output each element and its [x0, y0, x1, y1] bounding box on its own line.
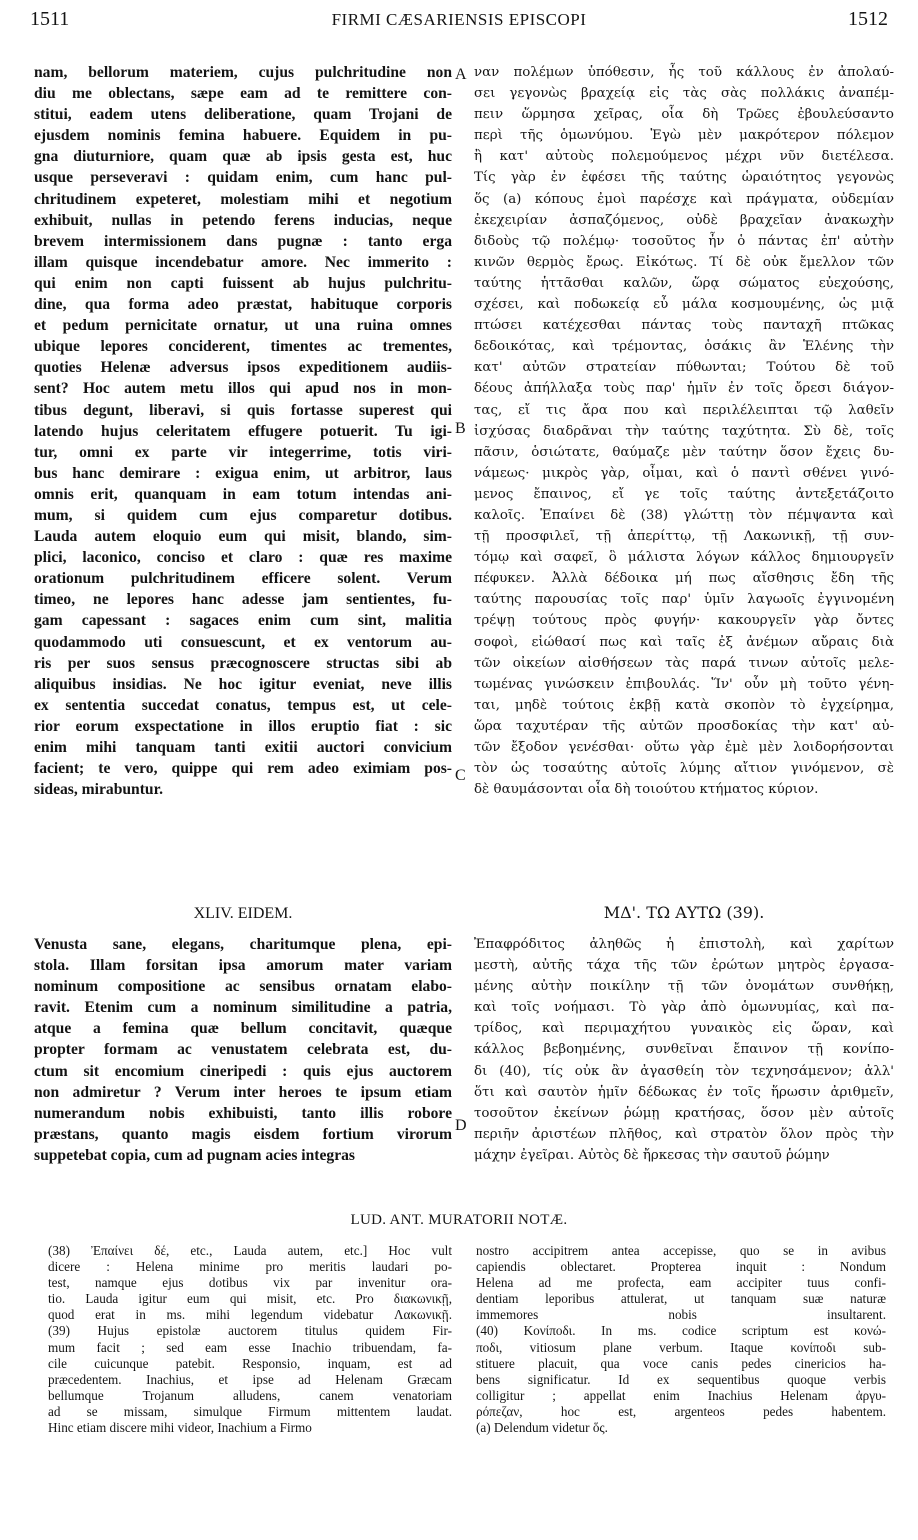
text-line: plici, laconico, conciso et claro : quæ res maxime [34, 549, 452, 567]
text-line: ravit. Etenim cum a nominum similitudine a patria, [34, 999, 452, 1017]
text-line: τρέψῃ τούτους πρὸς φυγήν· κακουργεῖν γὰρ ὄντες [474, 613, 894, 629]
text-line: Ἐπαφρόδιτος ἀληθῶς ἡ ἐπιστολὴ, καὶ χαρίτων [474, 937, 894, 952]
text-line: nominum compositione ac sensibus ornatam elabo- [34, 978, 452, 996]
text-line: mum, si quidem cum ejus comparetur dotibus. [34, 506, 452, 524]
text-line: orationum pulchritudinem efficere solent. Verum [34, 570, 452, 588]
text-line: ρόπεζαν, hoc est, argenteos pedes habentem. [476, 1403, 886, 1419]
text-line: timeo, ne lepores hanc adesse jam sentientes, fu- [34, 591, 452, 609]
margin-marker-a: A [455, 66, 467, 83]
text-line: sent? Hoc autem metu illos qui apud nos in mon- [34, 380, 452, 398]
text-line: ποδι, vitiosum plane verbum. Itaque κονίποδι sub- [476, 1339, 886, 1355]
text-line: καλοῖς. Ἐπαίνει δὲ (38) γλώττῃ τὸν πέμψαντα καὶ [474, 507, 894, 523]
margin-marker-c: C [455, 767, 466, 784]
text-line: ὅς (a) κόπους ἐμοὶ παρέσχε καὶ πράγματα, οὐδεμίαν [474, 191, 894, 207]
text-line: præstans, quanto magis eisdem fortium virorum [34, 1125, 452, 1143]
text-line: (40) Κονίποδι. In ms. codice scriptum est κονώ- [476, 1323, 886, 1339]
latin-letter-2 [34, 934, 452, 1174]
text-line: ejusdem nominis femina habuere. Equidem in pu- [34, 127, 452, 145]
text-line: brevem intermissionem dans pugnæ : tanto erga [34, 232, 452, 250]
text-line: chritudinem expeteret, molestiam mihi et negotium [34, 190, 452, 208]
text-line: facient; te vero, quippe qui rem adeo eximiam pos- [34, 760, 452, 778]
text-line: καὶ τοῖς νοήμασι. Τὸ γὰρ ἀπὸ ὁμωνυμίας, καὶ πα- [474, 1000, 894, 1016]
text-line: omnis erit, quanquam in eam totum intendas ani- [34, 485, 452, 503]
text-line: ctum sit encomium cineripedi : quis ejus auctorem [34, 1062, 452, 1080]
text-line: test, namque ejus dotibus vix par invenitur ora- [48, 1275, 452, 1291]
text-line: gam capessant : sagaces enim cum sint, malitia [34, 612, 452, 630]
text-line: ubique lepores conciderent, timentes ac trementes, [34, 338, 452, 356]
text-line: τῇ προσφιλεῖ, τῇ ἀπερίττῳ, τῇ Λακωνικῇ, τῇ συν- [474, 529, 894, 545]
text-line: stituere placuit, qua voce canis pedes cinericios ha- [476, 1355, 886, 1371]
text-line: τας, εἴ τις ἄρα που καὶ περιλέλειπται τῷ λαθεῖν [474, 402, 894, 418]
text-line: περιῆν ἀριστέων πλῆθος, καὶ στρατὸν ὅλον πρὸς τὴν [474, 1126, 894, 1142]
text-line: suppetebat copia, cum ad pugnam acies integras [34, 1146, 355, 1164]
text-line: Hinc etiam discere mihi videor, Inachium a Firmo [48, 1420, 312, 1436]
text-line: πέφυκεν. Ἀλλὰ δέδοικα μή πως αἴσθησις ἔδη τῆς [474, 571, 894, 587]
text-line: nam, bellorum materiem, cujus pulchritudine non [34, 64, 452, 81]
text-line: ὅτι καὶ σαυτὸν ἡμῖν δέδωκας ἐν τοῖς ἥρωσιν ἀριθμεῖν, [474, 1084, 894, 1100]
text-line: κινῶν θερμὸς ἔρως. Εἰκότως. Τί δὲ οὐκ ἔμελλον τῶν [474, 254, 894, 270]
text-line: colligitur ; appellat enim Inachius Helenam ἀργυ- [476, 1387, 886, 1403]
text-line: ex sententia succedat conatus, tempus est, ut cele- [34, 696, 452, 714]
text-line: σοφοὶ, εἰώθασί πως καὶ ταῖς ἐξ ἀνέμων αὔραις διὰ [474, 634, 894, 650]
text-line: μένης αὐτὴν ποικίλην τῇ τῶν ὀνομάτων συνθήκῃ, [474, 979, 894, 995]
text-line: cile cuicunque patebit. Responsio, inquam, est ad [48, 1355, 452, 1371]
text-line: ἰσχύσας διαδρᾶναι τὴν ταύτης ταχύτητα. Σὺ δὲ, τοῖς [474, 423, 894, 439]
text-line: tibus degunt, liberavi, si quis fortasse superest qui [34, 401, 452, 419]
text-line: τρίδος, καὶ περιμαχήτου γυναικὸς εἰς ὥραν, καὶ [474, 1021, 894, 1037]
text-line: diu me oblectans, sæpe eam ad te remittere con- [34, 85, 452, 103]
text-line: δέους ἀπήλλαξα τοὺς παρ' ἡμῖν ἐν τοῖς ὄρεσι διάγον- [474, 381, 894, 397]
text-line: non admiretur ? Verum inter heroes te ipsum etiam [34, 1083, 452, 1101]
text-line: bellumque Trojanum alludens, canem venatoriam [48, 1387, 452, 1403]
text-line: quod erat in ms. mihi legendum videbatur Λακωνικῇ. [48, 1307, 452, 1323]
margin-marker-b: B [455, 420, 466, 437]
text-line: πειν ὥρμησα χεῖρας, οἷα δὴ Τρῶες ἐβουλεύσαντο [474, 107, 894, 123]
text-line: gna diuturniore, quam quæ ab ipsis gesta est, huc [34, 148, 452, 166]
text-line: illam quisque incendebatur amore. Nec immerito : [34, 253, 452, 271]
text-line: (38) Ἐπαίνει δέ, etc., Lauda autem, etc.] Hoc vult [48, 1243, 452, 1258]
text-line: dicere : Helena minime pro meritis laudari po- [48, 1259, 452, 1275]
text-line: (a) Delendum videtur ὅς. [476, 1420, 608, 1436]
text-line: qui enim non capti fuissent ab hujus pulchritu- [34, 274, 452, 292]
text-line: τωμένας γινώσκειν ἐπιβουλάς. Ἵν' οὖν μὴ τοῦτο γένη- [474, 676, 894, 692]
text-line: tio. Lauda igitur eum qui misit, etc. Pro διακωνικῇ, [48, 1291, 452, 1307]
right-page-number: 1512 [848, 8, 888, 30]
text-line: mum facit ; sed eam esse Inachio tribuendam, fa- [48, 1339, 452, 1355]
text-line: enim mihi tanquam tanti exitii auctori convicium [34, 739, 452, 756]
text-line: τοσοῦτον ἐκείνων ῥώμῃ κρατήσας, ὅσον μὲν αὐτοῖς [474, 1105, 894, 1121]
text-line: σει γεγονὼς βραχείᾳ εἰς τὰς σὰς πολλάκις ἀναπέμ- [474, 86, 894, 102]
text-line: σχέσει, καὶ ποδωκείᾳ εὖ μάλα κοσμουμένης, ὡς μιᾷ [474, 297, 894, 313]
text-line: πτώσει κατέχεσθαι πάντας τοὺς πανταχῆ πτῶκας [474, 318, 894, 334]
text-line: dentiam leporibus attulerat, ut tanquam suæ naturæ [476, 1291, 886, 1307]
text-line: quodammodo uti consuescunt, et ex ventorum au- [34, 633, 452, 651]
text-line: quoties Helenæ adversus ipsos expeditionem audiis- [34, 359, 452, 377]
text-line: δεδοικότας, καὶ τρέμοντας, ὁσάκις ἂν Ἑλένης τὴν [474, 339, 894, 355]
text-line: Venusta sane, elegans, charitumque plena, epi- [34, 936, 452, 953]
text-line: Helena ad me profecta, eam accipiter tuus confi- [476, 1275, 886, 1291]
text-line: stola. Illam forsitan ipsa amorum mater variam [34, 957, 452, 975]
greek-heading-44: ΜΔ'. ΤΩ ΑΥΤΩ (39). [603, 903, 765, 922]
text-line: τῶν οἰκείων αἰσθήσεων τὰς παρά τινων αὐτοῖς μελε- [474, 655, 894, 671]
text-line: (39) Hujus epistolæ auctorem titulus quidem Fir- [48, 1323, 452, 1339]
text-line: ris per suos sensus præcognoscere structas sibi ab [34, 654, 452, 672]
latin-letter-1 [34, 62, 452, 882]
text-line: bus hanc demirare : exigua enim, ut arbitror, laus [34, 464, 452, 482]
text-line: ἐκεχειρίαν ἀσπαζόμενος, οὐδὲ βραχεῖαν ἀνακωχὴν [474, 212, 894, 228]
text-line: ἢ κατ' αὐτοὺς πολεμούμενος μέχρι νῦν διετέλεσα. [474, 149, 894, 165]
text-line: immemores nobis insultarent. [476, 1307, 886, 1323]
text-line: usque perseveravi : quidam enim, cum hanc pul- [34, 169, 452, 187]
text-line: τόμῳ καὶ σαφεῖ, ὃ μάλιστα λόγων κάλλος δημιουργεῖν [474, 550, 894, 566]
text-line: ad se missam, simulque Firmum mittentem laudat. [48, 1403, 452, 1419]
greek-letter-2 [474, 934, 894, 1174]
text-line: stitui, eadem utens deliberatione, quam Trojani de [34, 106, 452, 124]
text-line: rior eorum exspectatione in illos eruptio fiat : sic [34, 717, 452, 735]
text-line: κατ' αὐτῶν στρατείαν πύθωνται; Τούτου δὲ τοῦ [474, 360, 894, 376]
text-line: exhibuit, nullas in petendo ferens inducias, neque [34, 211, 452, 229]
text-line: nostro accipitrem antea accepisse, quo se in avibus [476, 1243, 886, 1258]
text-line: πᾶσιν, ὁσιώτατε, θαύμαζε μὲν ταύτην ὅσον ἔχεις δυ- [474, 444, 894, 460]
margin-marker-d: D [455, 1117, 467, 1134]
greek-letter-1 [474, 62, 894, 882]
text-line: μάχην ἐγεῖραι. Αὐτὸς δὲ ἤρκεσας τὴν σαυτοῦ ῥώμην [474, 1147, 830, 1163]
text-line: propter formam ac venustatem celebrata est, du- [34, 1041, 452, 1059]
text-line: δὲ θαυμάσονται οἷα δὴ τοιούτου κτήματος κύριον. [474, 782, 819, 798]
text-line: κάλλος βεβοημένης, συνθεῖναι ἔπαινον τῇ κονίπο- [474, 1042, 894, 1058]
text-line: bens significatur. Id ex sequentibus quoque verbis [476, 1371, 886, 1387]
text-line: Τίς γὰρ ἐν ἐφέσει τῆς ταύτης ὡραιότητος γεγονὼς [474, 170, 894, 186]
running-title: FIRMI CÆSARIENSIS EPISCOPI [331, 10, 587, 29]
notes-title: LUD. ANT. MURATORII NOTÆ. [350, 1212, 568, 1228]
text-line: τῶν ἔξοδον γενέσθαι· οὕτω γὰρ ἐμὲ μὲν λοιδορήσονται [474, 740, 894, 755]
text-line: ὥρα ταχυτέραν τῆς αὐτῶν προσδοκίας τὴν κατ' αὐ- [474, 718, 894, 734]
text-line: τὸν ὡς τοσαύτης αὐτοῖς λύμης αἴτιον γινόμενον, σὲ [474, 761, 894, 777]
text-line: atque a femina quæ bellum concitavit, quæque [34, 1020, 452, 1038]
text-line: διδοὺς τῷ πολέμῳ· τοσοῦτος ἦν ὁ πάντας ἐπ' αὐτὴν [474, 233, 894, 249]
text-line: numerandum nobis exhibuisti, tanto illis robore [34, 1104, 452, 1122]
notes-right-column [476, 1243, 886, 1443]
text-line: περὶ τῆς ὁμωνύμου. Ἐγὼ μὲν μακρότερον πόλεμον [474, 128, 894, 144]
text-line: latendo hujus celeritatem effugere potuerit. Tu igi- [34, 422, 452, 440]
notes-left-column [48, 1243, 452, 1443]
text-line: ταύτης παρουσίας τοῖς παρ' ὑμῖν λαγωοῖς ἐγγινομένη [474, 592, 894, 608]
text-line: dine, qua forma adeo præstat, habituque corporis [34, 296, 452, 314]
text-line: μενος ἔπαινος, εἴ γε τοῖς ταύτης ἀντεξετάζοιτο [474, 486, 894, 502]
text-line: Lauda autem eloquio eum qui misit, blando, sim- [34, 528, 452, 546]
text-line: ταύτης ἡττᾶσθαι καλῶν, ὥρᾳ σώματος εὐεχούσης, [474, 275, 894, 291]
running-head [30, 8, 888, 34]
left-page-number: 1511 [30, 8, 70, 30]
latin-heading-44: XLIV. EIDEM. [193, 905, 293, 922]
text-line: tur, omni ex parte vir integerrime, totis viri- [34, 443, 452, 461]
text-line: δι (40), τίς οὐκ ἂν ἀγασθείη τὸν τεχνησάμενον; ἀλλ' [474, 1063, 894, 1079]
text-line: ται, μηδὲ τούτοις ἐκβῇ κατὰ σκοπὸν τὸ ἐγχείρημα, [474, 697, 894, 713]
text-line: μεστὴ, αὐτῆς τάχα τῆς τῶν ἐρώτων μητρὸς ἐργασα- [474, 958, 894, 974]
text-line: νάμεως· μικρὸς γὰρ, οἶμαι, καὶ ὁ παντὶ σθένει γινό- [474, 465, 894, 481]
text-line: aliquibus insidias. Ne hoc igitur eveniat, neve illis [34, 675, 452, 693]
text-line: præcedentem. Inachius, et ipse ad Helenam Græcam [48, 1371, 452, 1387]
text-line: sideas, mirabuntur. [34, 781, 163, 799]
text-line: ναν πολέμων ὑπόθεσιν, ἧς τοῦ κάλλους ἐν ἀπολαύ- [474, 65, 894, 80]
text-line: capiendis oblectaret. Propterea inquit : Nondum [476, 1259, 886, 1275]
text-line: et pedum pernicitate ornatur, ut una ruina omnes [34, 317, 452, 335]
